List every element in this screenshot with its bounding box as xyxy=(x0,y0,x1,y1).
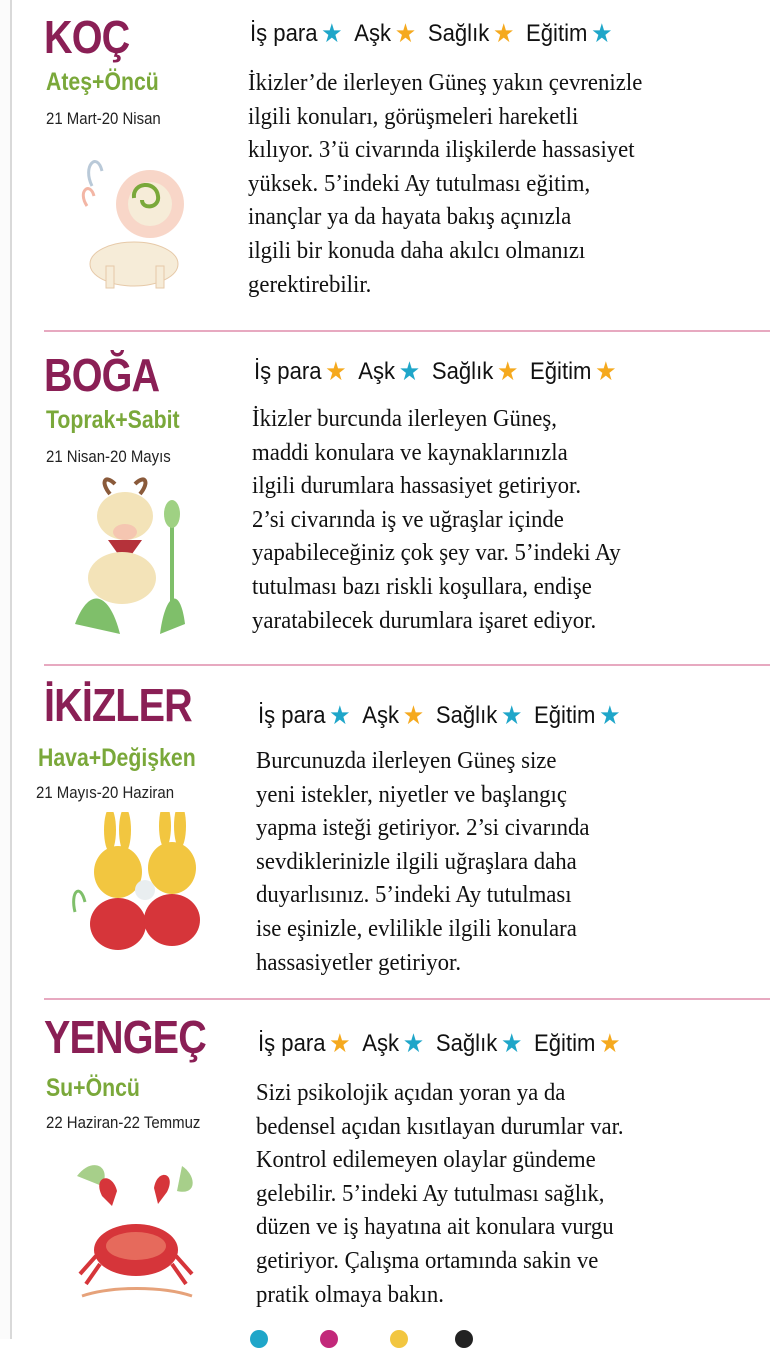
rating-egitim xyxy=(530,358,616,384)
sign-dates: 21 Nisan-20 Mayıs xyxy=(46,447,171,466)
rating-is-para xyxy=(250,20,343,46)
sign-title: KOÇ xyxy=(44,11,130,63)
sign-description: İkizler burcunda ilerleyen Güneş, maddi konulara ve kaynaklarınızla ilgili durumlara hassasiyet getiriyor. 2’si civarında iş ve uğraşlar içinde yapabileceğiniz çok şey var. 5’indeki Ay tutulması bazı riskli koşullara, endişe yaratabilecek durumlara işaret ediyor. xyxy=(252,405,621,634)
rating-label: Eğitim xyxy=(526,20,588,47)
rating-ask xyxy=(362,702,424,728)
blue-star-icon: ★ xyxy=(329,700,351,730)
blue-dot-icon xyxy=(250,1330,268,1348)
sign-section-yengec xyxy=(0,1011,770,1334)
sign-description: Burcunuzda ilerleyen Güneş size yeni istekler, niyetler ve başlangıç yapma isteği getiriyor. 2’si civarında sevdiklerinizle ilgili uğraşlara daha duyarlısınız. 5’indeki Ay tutulması ise eşinizle, evlilikle ilgili konulara hassasiyetler getiriyor. xyxy=(256,747,590,976)
rating-saglik xyxy=(432,358,518,384)
section-divider xyxy=(44,664,770,666)
blue-star-icon: ★ xyxy=(402,1028,425,1058)
rating-label: Sağlık xyxy=(435,702,498,729)
orange-star-icon: ★ xyxy=(394,18,417,48)
rating-ask xyxy=(358,358,420,384)
rating-label: Aşk xyxy=(354,20,392,47)
rating-saglik xyxy=(428,20,514,46)
rating-label: İş para xyxy=(254,358,322,385)
black-dot-icon xyxy=(455,1330,473,1348)
rating-saglik xyxy=(436,1030,522,1056)
sign-description: Sizi psikolojik açıdan yoran ya da bedensel açıdan kısıtlayan durumlar var. Kontrol edilemeyen olaylar gündeme gelebilir. 5’indeki Ay tutulması sağlık, düzen ve iş hayatına ait konulara vurgu getiriyor. Çalışma ortamında sakin ve pratik olmaya bakın. xyxy=(256,1079,624,1308)
orange-star-icon: ★ xyxy=(595,356,617,386)
rating-label: Eğitim xyxy=(534,1030,596,1057)
rating-is-para xyxy=(254,358,347,384)
rating-is-para xyxy=(258,702,351,728)
section-divider xyxy=(44,998,770,1000)
blue-star-icon: ★ xyxy=(321,18,343,48)
orange-star-icon: ★ xyxy=(496,356,519,386)
crab-illustration xyxy=(72,1156,202,1306)
rating-label: İş para xyxy=(258,702,326,729)
sign-description: İkizler’de ilerleyen Güneş yakın çevrenizle ilgili konuları, görüşmeleri hareketli kılıyor. 3’ü civarında ilişkilerde hassasiyet yüksek. 5’indeki Ay tutulması eğitim, inançlar ya da hayata bakış açınızla ilgili bir konuda daha akılcı olmanızı gerektirebilir. xyxy=(248,69,643,298)
yellow-dot-icon xyxy=(390,1330,408,1348)
rating-egitim xyxy=(534,1030,620,1056)
sign-title: İKİZLER xyxy=(44,679,192,731)
rating-label: İş para xyxy=(250,20,318,47)
sign-dates: 21 Mayıs-20 Haziran xyxy=(36,783,175,802)
rating-label: Aşk xyxy=(362,702,400,729)
bull-illustration xyxy=(60,474,190,644)
sign-section-boga xyxy=(0,349,770,672)
ratings-row xyxy=(250,20,618,46)
rating-egitim xyxy=(526,20,612,46)
rating-egitim xyxy=(534,702,620,728)
sign-element: Su+Öncü xyxy=(46,1074,140,1102)
orange-star-icon: ★ xyxy=(329,1028,351,1058)
ram-illustration xyxy=(72,146,192,296)
sign-section-ikizler xyxy=(0,679,770,1002)
sign-title: BOĞA xyxy=(44,349,160,401)
rating-label: Sağlık xyxy=(435,1030,498,1057)
rating-label: Sağlık xyxy=(431,358,494,385)
blue-star-icon: ★ xyxy=(500,1028,523,1058)
rating-is-para xyxy=(258,1030,351,1056)
sign-section-koc xyxy=(0,11,770,334)
section-divider xyxy=(44,330,770,332)
rating-ask xyxy=(362,1030,424,1056)
blue-star-icon: ★ xyxy=(591,18,613,48)
rating-label: Eğitim xyxy=(530,358,592,385)
sign-title: YENGEÇ xyxy=(44,1011,206,1063)
blue-star-icon: ★ xyxy=(500,700,523,730)
orange-star-icon: ★ xyxy=(325,356,347,386)
sign-element: Ateş+Öncü xyxy=(46,68,159,96)
ratings-row xyxy=(258,1030,626,1056)
ratings-row xyxy=(258,702,626,728)
rating-saglik xyxy=(436,702,522,728)
sign-dates: 21 Mart-20 Nisan xyxy=(46,109,161,128)
twin-rabbits-illustration xyxy=(70,812,220,982)
blue-star-icon: ★ xyxy=(398,356,421,386)
rating-label: Eğitim xyxy=(534,702,596,729)
blue-star-icon: ★ xyxy=(599,700,621,730)
rating-label: Aşk xyxy=(358,358,396,385)
orange-star-icon: ★ xyxy=(492,18,515,48)
sign-element: Toprak+Sabit xyxy=(46,406,180,434)
rating-label: Sağlık xyxy=(427,20,490,47)
rating-label: Aşk xyxy=(362,1030,400,1057)
orange-star-icon: ★ xyxy=(599,1028,621,1058)
ratings-row xyxy=(254,358,622,384)
sign-element: Hava+Değişken xyxy=(38,744,196,772)
rating-ask xyxy=(354,20,416,46)
orange-star-icon: ★ xyxy=(402,700,425,730)
rating-label: İş para xyxy=(258,1030,326,1057)
sign-dates: 22 Haziran-22 Temmuz xyxy=(46,1113,201,1132)
magenta-dot-icon xyxy=(320,1330,338,1348)
